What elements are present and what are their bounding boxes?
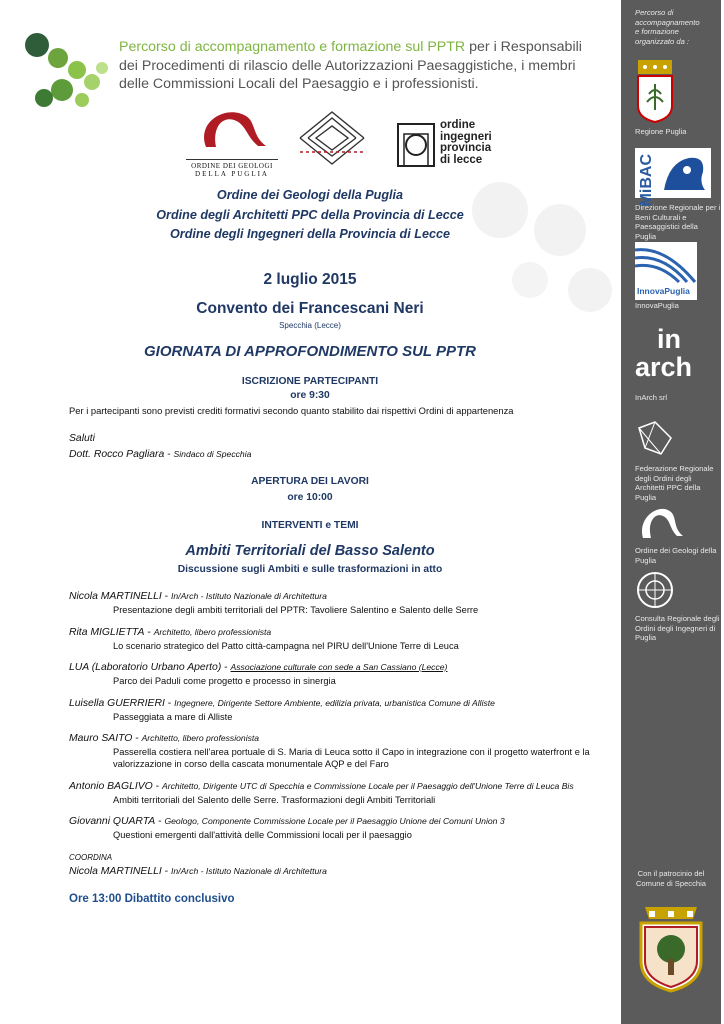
organizer-architetti: Ordine degli Architetti PPC della Provincia di Lecce <box>156 208 464 222</box>
patronage-line: Comune di Specchia <box>635 878 707 888</box>
talks-label: INTERVENTI e TEMI <box>261 520 359 531</box>
speaker-role: Ingegnere, Dirigente Settore Ambiente, edilizia privata, urbanistica Comune di Alliste <box>174 698 495 708</box>
speaker-role: Architetto, libero professionista <box>153 627 272 637</box>
event-venue: Convento dei Francescani Neri <box>196 300 424 317</box>
sidebar-intro-line: Percorso di <box>635 8 674 17</box>
speaker-line: Antonio BAGLIVO - Architetto, Dirigente UTC di Specchia e Commissione Locale per il Paesaggio dell'Unione Terre di Leuca Bis <box>69 781 574 792</box>
innovapuglia-logo-text: InnovaPuglia <box>637 286 690 296</box>
event-city: Specchia (Lecce) <box>279 321 341 330</box>
ingegneri-logo-line1: ordine <box>440 119 476 131</box>
sidebar <box>621 0 721 1024</box>
speaker-role: In/Arch - Istituto Nazionale di Architettura <box>171 591 327 601</box>
ingegneri-logo-line2: ingegneri <box>440 130 492 143</box>
ingegneri-emblem-icon <box>396 122 436 168</box>
coordinator-line: Nicola MARTINELLI - In/Arch - Istituto Nazionale di Architettura <box>69 866 327 877</box>
speaker-name: Nicola MARTINELLI <box>69 591 162 602</box>
ingegneri-logo-line4: di lecce <box>440 153 483 166</box>
speaker-line: Nicola MARTINELLI - In/Arch - Istituto Nazionale di Architettura <box>69 591 327 602</box>
sidebar-partner-geologi: Ordine dei Geologi della Puglia <box>635 546 717 565</box>
speaker-topic: Passeggiata a mare di Alliste <box>113 712 233 722</box>
geologi-logo-line1: ORDINE DEI GEOLOGI <box>186 159 278 170</box>
speaker-line: Giovanni QUARTA - Geologo, Componente Commissione Locale per il Paesaggio Unione dei Comuni Union 3 <box>69 816 505 827</box>
speaker-topic: Lo scenario strategico del Patto città-campagna nel PIRU dell'Unione Terre di Leuca <box>113 641 459 651</box>
organizer-ingegneri: Ordine degli Ingegneri della Provincia di Lecce <box>170 227 450 241</box>
speaker-line: LUA (Laboratorio Urbano Aperto) - Associazione culturale con sede a San Cassiano (Lecce) <box>69 662 448 673</box>
geologi-logo-line2: DELLA PUGLIA <box>195 170 269 178</box>
speaker-line: Luisella GUERRIERI - Ingegnere, Dirigente Settore Ambiente, edilizia privata, urbanistica Comune di Alliste <box>69 698 495 709</box>
mibac-logo-text: MiBAC <box>638 154 655 207</box>
speaker-name: Mauro SAITO <box>69 733 133 744</box>
mibac-logo <box>635 148 711 207</box>
opening-time: ore 10:00 <box>287 492 333 503</box>
sidebar-intro <box>635 8 700 46</box>
regione-puglia-shield-icon <box>635 58 675 124</box>
sidebar-partner-innovapuglia: InnovaPuglia <box>635 301 679 310</box>
speaker-name: Giovanni QUARTA <box>69 816 156 827</box>
speaker-role: Geologo, Componente Commissione Locale per il Paesaggio Unione dei Comuni Union 3 <box>164 816 505 826</box>
speaker-topic: Ambiti territoriali del Salento delle Serre. Trasformazioni degli Ambiti Territoriali <box>113 795 436 805</box>
sidebar-partner-mibac: Direzione Regionale per i Beni Culturali e Paesaggistici della Puglia <box>635 203 721 241</box>
sidebar-intro-line: accompagnamento <box>635 17 700 27</box>
header-title <box>119 38 599 94</box>
inarch-logo-bottom: arch <box>635 352 693 382</box>
greetings-speaker: Dott. Rocco Pagliara <box>69 449 165 460</box>
speaker-name: Antonio BAGLIVO <box>69 781 153 792</box>
federazione-architetti-icon <box>635 418 675 458</box>
organizer-geologi: Ordine dei Geologi della Puglia <box>216 188 404 202</box>
innovapuglia-logo <box>635 242 697 300</box>
event-date: 2 luglio 2015 <box>263 271 357 288</box>
geologi-emblem-icon <box>186 102 278 154</box>
section-title: Ambiti Territoriali del Basso Salento <box>185 543 435 559</box>
ingegneri-logo-line3: provincia <box>440 142 492 154</box>
sidebar-intro-line: e formazione <box>635 27 679 36</box>
ordine-architetti-logo-icon <box>296 108 368 166</box>
sidebar-partner-federazione: Federazione Regionale degli Ordini degli Architetti PPC della Puglia <box>635 464 714 502</box>
sidebar-partner-inarch: InArch srl <box>635 393 668 402</box>
geologi-sidebar-icon <box>635 500 685 542</box>
speaker-topic: Passerella costiera nell'area portuale di S. Maria di Leuca sotto il Capo in integrazione con il progetto waterfront e la <box>113 747 590 757</box>
innovapuglia-waves-icon <box>635 242 697 284</box>
pptr-logo-icon <box>22 30 112 114</box>
speaker-role: Associazione culturale con sede a San Cassiano (Lecce) <box>230 662 448 672</box>
ordine-ingegneri-logo <box>396 120 508 172</box>
coordinator-name: Nicola MARTINELLI <box>69 866 162 877</box>
registration-note: Per i partecipanti sono previsti crediti formativi secondo quanto stabilito dai rispettivi Ordini di appartenenza <box>69 405 514 416</box>
speaker-name: Rita MIGLIETTA <box>69 627 145 638</box>
speaker-line: Rita MIGLIETTA - Architetto, libero professionista <box>69 627 272 638</box>
patronage-line: Con il patrocinio del <box>637 869 705 878</box>
registration-label: ISCRIZIONE PARTECIPANTI <box>241 376 379 387</box>
greetings-line: Dott. Rocco Pagliara - Sindaco di Specchia <box>69 449 252 460</box>
header-title-highlight: Percorso di accompagnamento e formazione sul PPTR <box>119 39 466 55</box>
greetings-role: Sindaco di Specchia <box>173 449 252 459</box>
speaker-topic: Questioni emergenti dall'attività delle Commissioni locali per il paesaggio <box>113 830 412 840</box>
sidebar-partner-regione: Regione Puglia <box>635 127 687 136</box>
coordinator-label: COORDINA <box>69 853 113 862</box>
opening-label: APERTURA DEI LAVORI <box>251 476 369 487</box>
mibac-emblem-icon <box>659 152 709 194</box>
closing-text: Ore 13:00 Dibattito conclusivo <box>69 893 235 905</box>
speaker-topic-continued: valorizzazione in corso della cascata monumentale AQP e del Faro <box>113 759 389 769</box>
speaker-role: Architetto, Dirigente UTC di Specchia e Commissione Locale per il Paesaggio dell'Unione Terre di Leuca Bis <box>161 781 574 791</box>
consulta-ingegneri-icon <box>635 570 675 610</box>
event-title: GIORNATA DI APPROFONDIMENTO SUL PPTR <box>144 343 476 360</box>
greetings-label: Saluti <box>69 433 95 444</box>
inarch-logo-top: in <box>657 324 681 354</box>
speaker-topic: Parco dei Paduli come progetto e processo in sinergia <box>113 676 336 686</box>
ordine-geologi-logo <box>186 102 278 176</box>
header-title-rest: per i Responsabili dei Procedimenti di rilascio delle Autorizzazioni Paesaggistiche, i membri delle Commissioni Locali del Paesaggio e i professionisti. <box>119 39 582 92</box>
speaker-line: Mauro SAITO - Architetto, libero professionista <box>69 733 260 744</box>
speaker-name: Luisella GUERRIERI <box>69 698 165 709</box>
specchia-coat-of-arms-icon <box>635 903 707 995</box>
coordinator-role: In/Arch - Istituto Nazionale di Architettura <box>171 866 327 876</box>
section-subtitle: Discussione sugli Ambiti e sulle trasformazioni in atto <box>177 564 443 575</box>
sidebar-partner-consulta: Consulta Regionale degli Ordini degli Ingegneri di Puglia <box>635 614 720 642</box>
inarch-logo <box>635 325 705 391</box>
speaker-role: Architetto, libero professionista <box>141 733 260 743</box>
speaker-name: LUA (Laboratorio Urbano Aperto) <box>69 662 222 673</box>
registration-time: ore 9:30 <box>290 390 330 401</box>
sidebar-patronage <box>621 869 721 888</box>
sidebar-intro-line: organizzato da : <box>635 36 690 46</box>
speaker-topic: Presentazione degli ambiti territoriali del PPTR: Tavoliere Salentino e Salento delle Serre <box>113 605 479 615</box>
